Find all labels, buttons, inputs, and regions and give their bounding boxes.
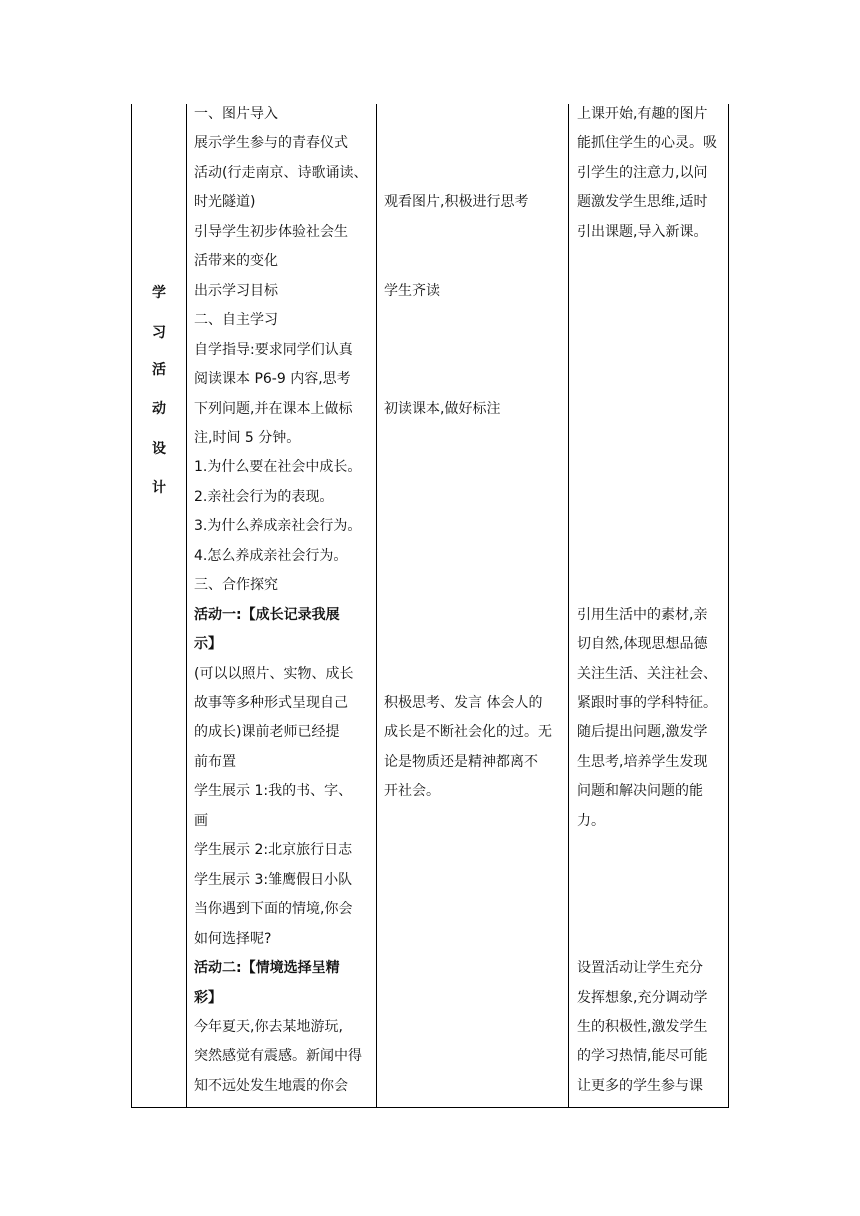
design-intent-line: 引出课题,导入新课。: [577, 224, 708, 240]
teacher-activity-line: 展示学生参与的青春仪式: [194, 135, 348, 151]
design-intent-line: 上课开始,有趣的图片: [577, 106, 708, 122]
teacher-activity-line: 注,时间 5 分钟。: [194, 430, 301, 446]
design-intent-line: 引学生的注意力,以问: [577, 165, 708, 181]
teacher-activity-line: 三、合作探究: [194, 577, 278, 593]
teacher-activity-line: 活动一:【成长记录我展: [194, 607, 340, 623]
teacher-activity-line: 学生展示 3:雏鹰假日小队: [194, 872, 353, 888]
design-intent-line: 切自然,体现思想品德: [577, 636, 708, 652]
section-label-char: 活: [152, 362, 166, 378]
teacher-activity-line: 4.怎么养成亲社会行为。: [194, 548, 348, 564]
design-intent-line: 随后提出问题,激发学: [577, 724, 708, 740]
teacher-activity-line: 彩】: [194, 990, 222, 1006]
design-intent-line: 紧跟时事的学科特征。: [577, 695, 717, 711]
teacher-activity-line: 前布置: [194, 754, 236, 770]
section-label-char: 动: [152, 401, 166, 417]
teacher-activity-line: 出示学习目标: [194, 283, 278, 299]
teacher-activity-line: 一、图片导入: [194, 106, 278, 122]
teacher-activity-line: 自学指导:要求同学们认真: [194, 342, 353, 358]
student-activity-line: 学生齐读: [384, 283, 440, 299]
design-intent-line: 问题和解决问题的能: [577, 783, 703, 799]
design-intent-line: 引用生活中的素材,亲: [577, 607, 708, 623]
table-border-left: [131, 104, 132, 1108]
student-activity-line: 论是物质还是精神都离不: [384, 754, 538, 770]
teacher-activity-line: 2.亲社会行为的表现。: [194, 489, 334, 505]
teacher-activity-line: 今年夏天,你去某地游玩,: [194, 1019, 343, 1035]
teacher-activity-line: 活动二:【情境选择呈精: [194, 960, 340, 976]
teacher-activity-line: 学生展示 2:北京旅行日志: [194, 842, 353, 858]
design-intent-line: 关注生活、关注社会、: [577, 666, 717, 682]
teacher-activity-line: 画: [194, 813, 208, 829]
design-intent-line: 能抓住学生的心灵。吸: [577, 135, 717, 151]
section-label-char: 计: [152, 480, 166, 496]
teacher-activity-line: 的成长)课前老师已经提: [194, 724, 340, 740]
teacher-activity-line: 故事等多种形式呈现自己: [194, 695, 348, 711]
table-divider-3: [568, 104, 569, 1108]
teacher-activity-line: 如何选择呢?: [194, 931, 272, 947]
section-label-char: 学: [152, 285, 166, 301]
section-label-char: 设: [152, 441, 166, 457]
teacher-activity-line: 示】: [194, 636, 222, 652]
design-intent-line: 力。: [577, 813, 605, 829]
teacher-activity-line: 引导学生初步体验社会生: [194, 224, 348, 240]
teacher-activity-line: 学生展示 1:我的书、字、: [194, 783, 353, 799]
teacher-activity-line: 知不远处发生地震的你会: [194, 1078, 348, 1094]
teacher-activity-line: 3.为什么养成亲社会行为。: [194, 518, 362, 534]
teacher-activity-line: 二、自主学习: [194, 312, 278, 328]
design-intent-line: 设置活动让学生充分: [577, 960, 703, 976]
design-intent-line: 生的积极性,激发学生: [577, 1019, 708, 1035]
table-border-bottom: [131, 1107, 729, 1108]
design-intent-line: 让更多的学生参与课: [577, 1078, 703, 1094]
design-intent-line: 生思考,培养学生发现: [577, 754, 708, 770]
teacher-activity-line: 阅读课本 P6-9 内容,思考: [194, 371, 351, 387]
student-activity-line: 初读课本,做好标注: [384, 401, 501, 417]
design-intent-line: 的学习热情,能尽可能: [577, 1048, 708, 1064]
section-label-char: 习: [152, 325, 166, 341]
table-divider-2: [376, 104, 377, 1108]
student-activity-line: 开社会。: [384, 783, 440, 799]
student-activity-line: 成长是不断社会化的过。无: [384, 724, 552, 740]
teacher-activity-line: 时光隧道): [194, 194, 256, 210]
teacher-activity-line: 活动(行走南京、诗歌诵读、: [194, 165, 368, 181]
teacher-activity-line: 活带来的变化: [194, 253, 278, 269]
table-divider-1: [186, 104, 187, 1108]
teacher-activity-line: 突然感觉有震感。新闻中得: [194, 1048, 362, 1064]
design-intent-line: 发挥想象,充分调动学: [577, 990, 708, 1006]
teacher-activity-line: (可以以照片、实物、成长: [194, 666, 354, 682]
teacher-activity-line: 当你遇到下面的情境,你会: [194, 901, 353, 917]
teacher-activity-line: 1.为什么要在社会中成长。: [194, 459, 362, 475]
teacher-activity-line: 下列问题,并在课本上做标: [194, 401, 353, 417]
design-intent-line: 题激发学生思维,适时: [577, 194, 708, 210]
table-border-right: [728, 104, 729, 1108]
student-activity-line: 观看图片,积极进行思考: [384, 194, 529, 210]
student-activity-line: 积极思考、发言 体会人的: [384, 695, 543, 711]
